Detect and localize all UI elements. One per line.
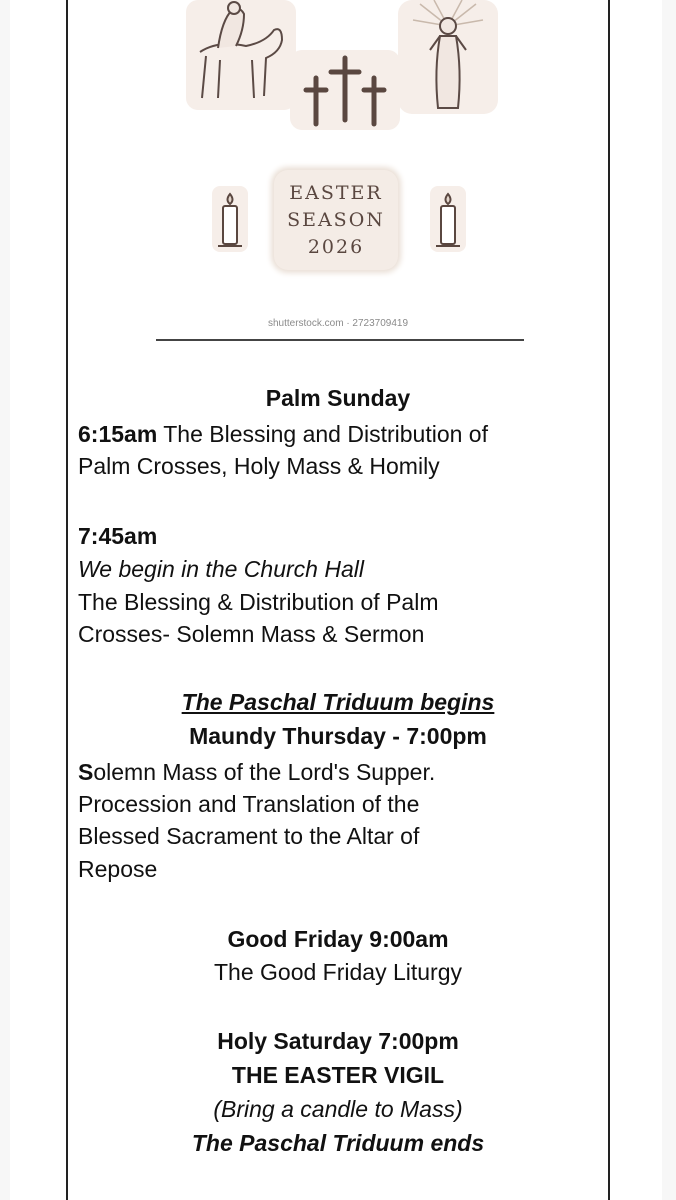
- first-mass-time: 6:15am: [78, 421, 158, 447]
- maundy-thursday-heading: Maundy Thursday - 7:00pm: [189, 723, 487, 749]
- left-candle-icon: [212, 186, 248, 252]
- second-mass-time: 7:45am: [78, 523, 158, 549]
- second-mass-desc-line2: Crosses- Solemn Mass & Sermon: [78, 621, 425, 647]
- first-mass-desc-line1: The Blessing and Distribution of: [157, 421, 488, 447]
- donkey-rider-icon: [186, 0, 296, 110]
- good-friday-heading: Good Friday 9:00am: [227, 926, 449, 952]
- badge-line-3: 2026: [307, 236, 365, 258]
- maundy-desc-line1: [78, 756, 435, 788]
- easter-vigil-heading: THE EASTER VIGIL: [231, 1062, 445, 1088]
- maundy-desc-line2: Procession and Translation of the: [78, 791, 420, 817]
- badge-line-1: EASTER: [289, 182, 383, 204]
- first-mass-desc-line2: Palm Crosses, Holy Mass & Homily: [78, 453, 440, 479]
- palm-sunday-first-mass: [78, 418, 488, 450]
- easter-season-badge: [274, 170, 398, 270]
- right-margin: [662, 0, 676, 1200]
- maundy-desc-line3: Blessed Sacrament to the Altar of: [78, 823, 420, 849]
- palm-sunday-heading: Palm Sunday: [265, 385, 411, 411]
- right-candle-icon: [430, 186, 466, 252]
- triduum-begins: The Paschal Triduum begins: [181, 689, 495, 715]
- holy-saturday-heading: Holy Saturday 7:00pm: [217, 1028, 459, 1054]
- triduum-ends: The Paschal Triduum ends: [191, 1130, 485, 1156]
- bulletin-panel: [66, 0, 610, 1200]
- three-crosses-icon: [290, 50, 400, 130]
- divider: [156, 339, 524, 341]
- maundy-initial: S: [78, 759, 94, 785]
- left-margin: [0, 0, 10, 1200]
- maundy-desc-line4: Repose: [78, 856, 158, 882]
- second-mass-note: We begin in the Church Hall: [78, 556, 364, 582]
- easter-vigil-note: (Bring a candle to Mass): [213, 1096, 463, 1122]
- image-credit: shutterstock.com · 2723709419: [267, 318, 409, 329]
- badge-line-2: SEASON: [287, 209, 385, 231]
- risen-christ-icon: [398, 0, 498, 114]
- maundy-line1-text: olemn Mass of the Lord's Supper.: [93, 759, 436, 785]
- good-friday-desc: The Good Friday Liturgy: [213, 959, 462, 985]
- second-mass-desc-line1: The Blessing & Distribution of Palm: [78, 589, 439, 615]
